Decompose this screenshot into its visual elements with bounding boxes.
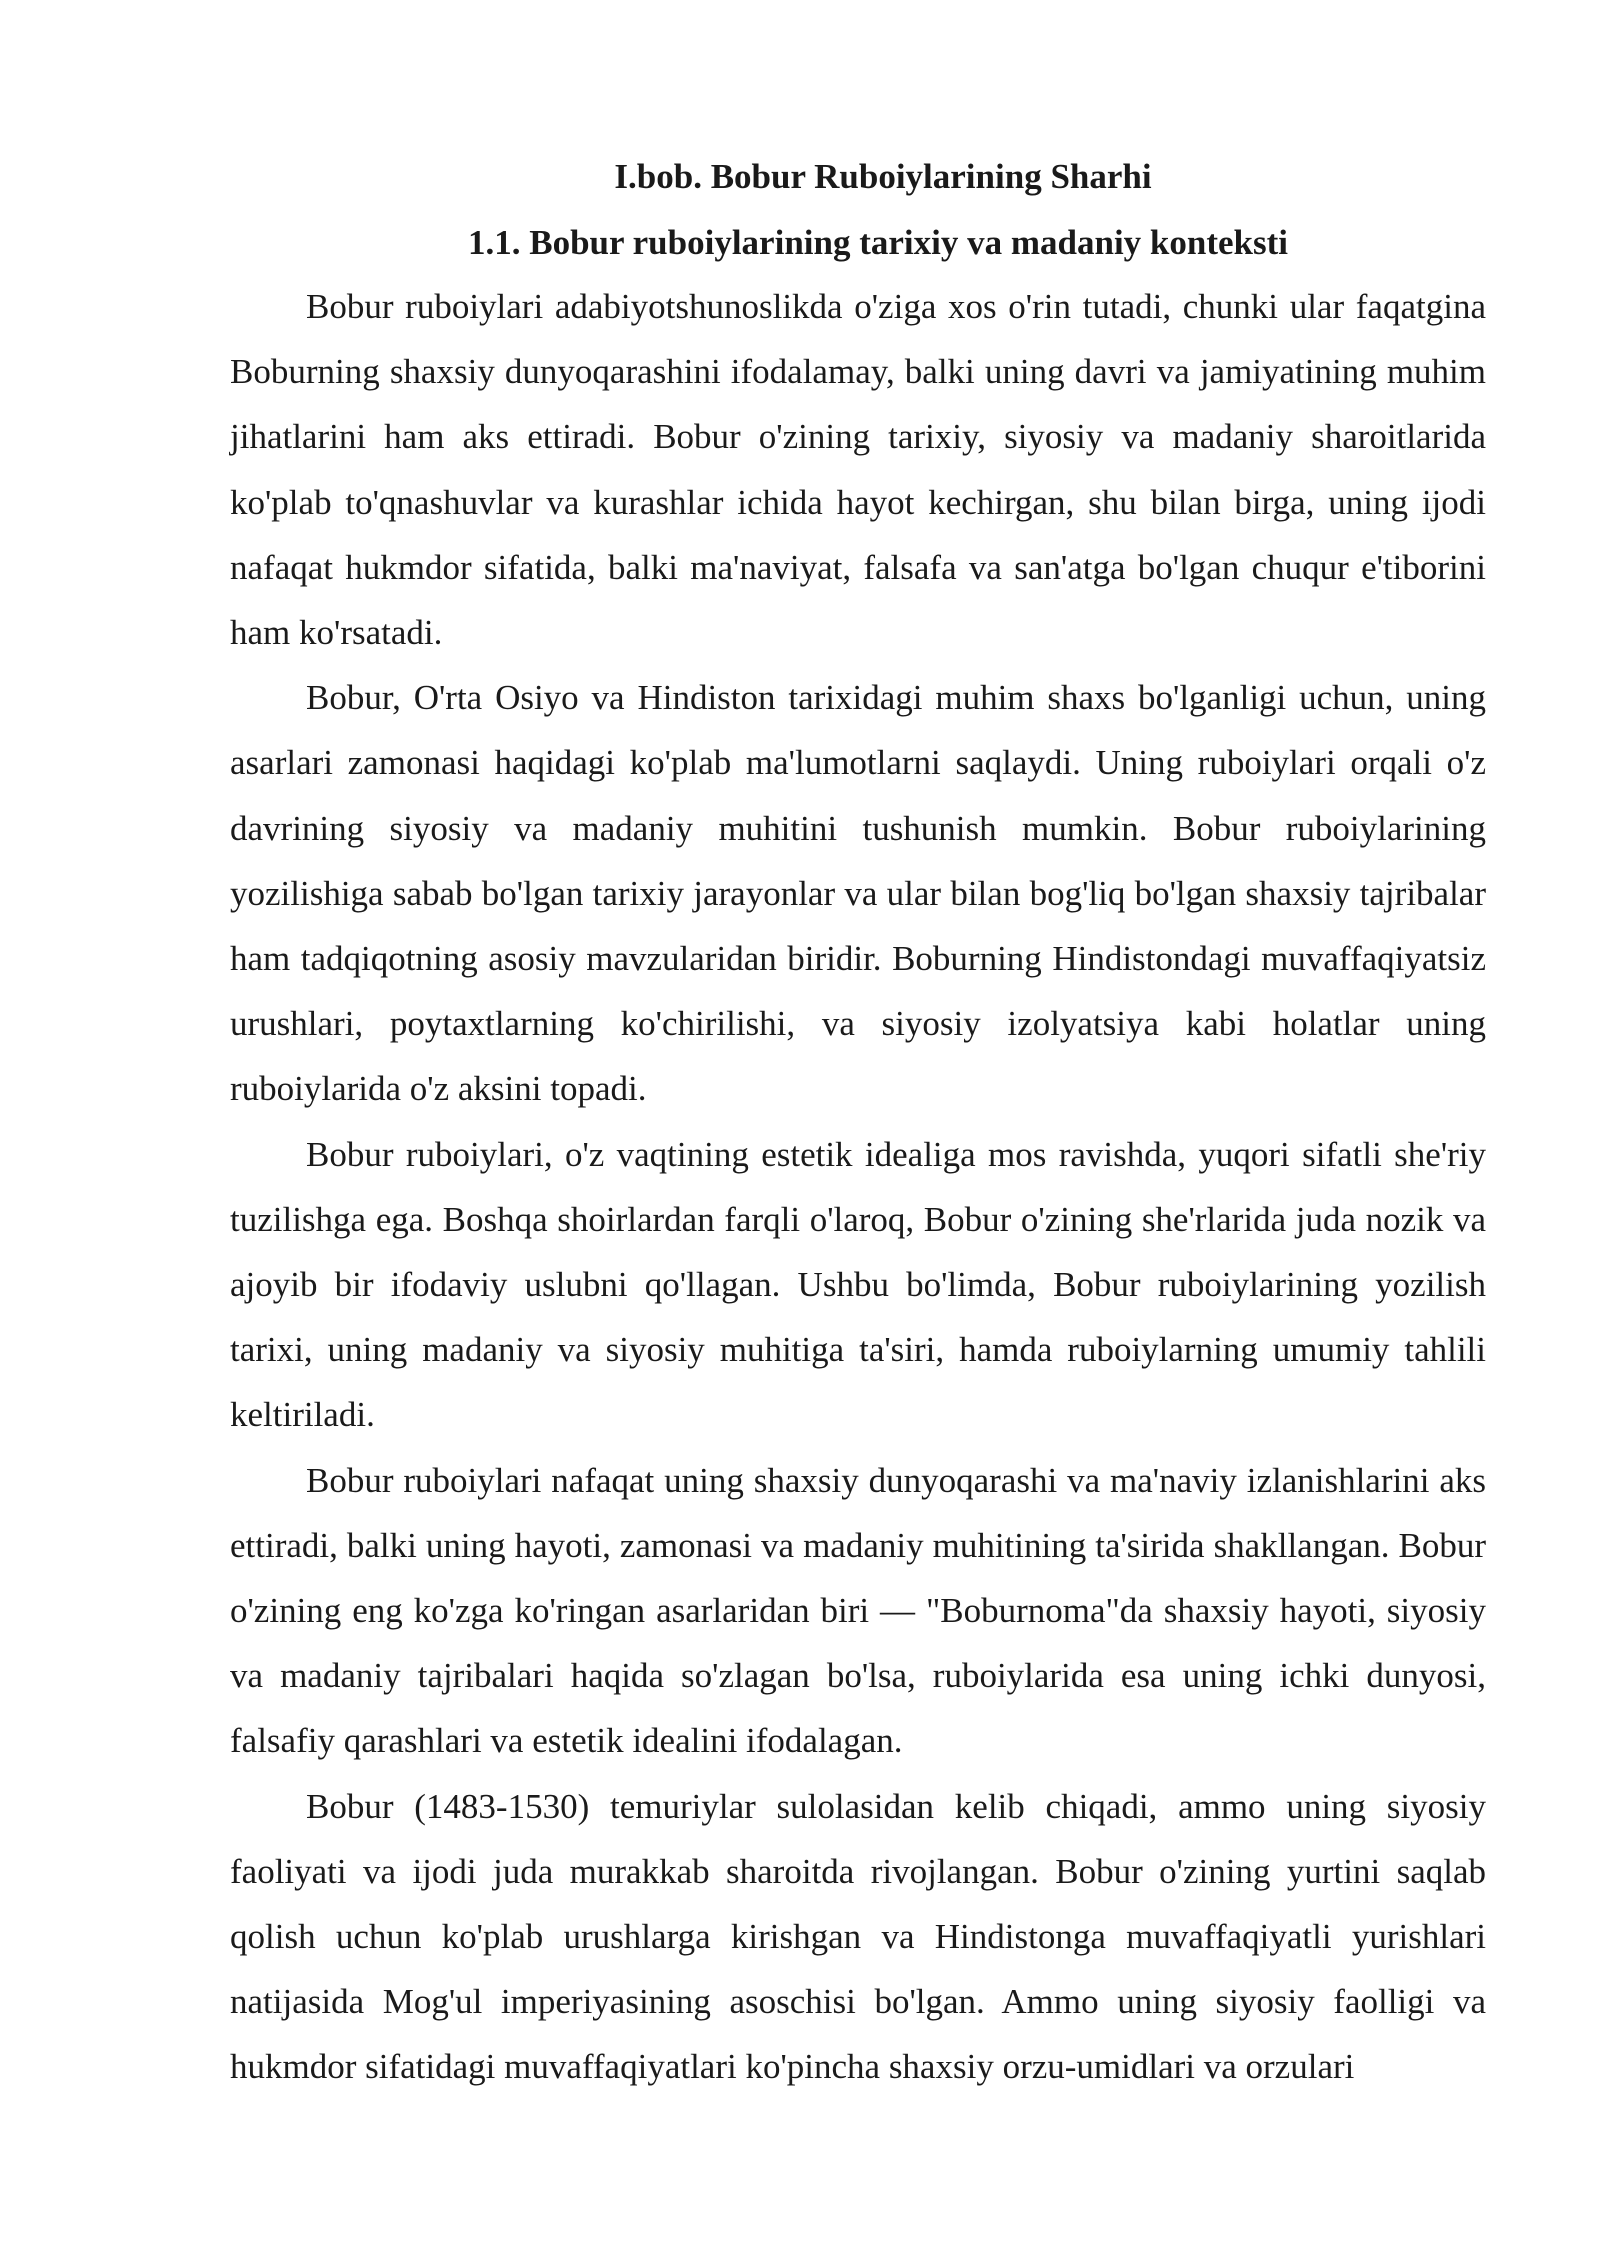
chapter-title: I.bob. Bobur Ruboiylarining Sharhi <box>614 157 1152 196</box>
paragraph: Bobur (1483-1530) temuriylar sulolasidan kelib chiqadi, ammo uning siyosiy faoliyati va ijodi juda murakkab sharoitda rivojlangan. Bobur o'zining yurtini saqlab qolish uchun ko'plab urushlarga kirishgan va Hindistonga muvaffaqiyatli yurishlari natijasida Mog'ul imperiyasining asoschisi bo'lgan. Ammo uning siyosiy faolligi va hukmdor sifatidagi muvaffaqiyatlari ko'pincha shaxsiy orzu-umidlari va orzulari <box>230 1786 1486 2087</box>
document-page <box>230 148 1486 2100</box>
paragraph: Bobur, O'rta Osiyo va Hindiston tarixidagi muhim shaxs bo'lganligi uchun, uning asarlari zamonasi haqidagi ko'plab ma'lumotlarni saqlaydi. Uning ruboiylari orqali o'z davrining siyosiy va madaniy muhitini tushunish mumkin. Bobur ruboiylarining yozilishiga sabab bo'lgan tarixiy jarayonlar va ular bilan bog'liq bo'lgan shaxsiy tajribalar ham tadqiqotning asosiy mavzularidan biridir. Boburning Hindistondagi muvaffaqiyatsiz urushlari, poytaxtlarning ko'chirilishi, va siyosiy izolyatsiya kabi holatlar uning ruboiylarida o'z aksini topadi. <box>230 678 1486 1109</box>
paragraph: Bobur ruboiylari adabiyotshunoslikda o'ziga xos o'rin tutadi, chunki ular faqatgina Boburning shaxsiy dunyoqarashini ifodalamay, balki uning davri va jamiyatining muhim jihatlarini ham aks ettiradi. Bobur o'zining tarixiy, siyosiy va madaniy sharoitlarida ko'plab to'qnashuvlar va kurashlar ichida hayot kechirgan, shu bilan birga, uning ijodi nafaqat hukmdor sifatida, balki ma'naviyat, falsafa va san'atga bo'lgan chuqur e'tiborini ham ko'rsatadi. <box>230 287 1486 653</box>
paragraph: Bobur ruboiylari nafaqat uning shaxsiy dunyoqarashi va ma'naviy izlanishlarini aks ettiradi, balki uning hayoti, zamonasi va madaniy muhitining ta'sirida shakllangan. Bobur o'zining eng ko'zga ko'ringan asarlaridan biri — "Boburnoma"da shaxsiy hayoti, siyosiy va madaniy tajribalari haqida so'zlagan bo'lsa, ruboiylarida esa uning ichki dunyosi, falsafiy qarashlari va estetik idealini ifodalagan. <box>230 1460 1486 1761</box>
section-title: 1.1. Bobur ruboiylarining tarixiy va madaniy konteksti <box>467 223 1289 262</box>
body-text <box>230 274 1486 2100</box>
paragraph: Bobur ruboiylari, o'z vaqtining estetik idealiga mos ravishda, yuqori sifatli she'riy tuzilishga ega. Boshqa shoirlardan farqli o'laroq, Bobur o'zining she'rlarida juda nozik va ajoyib bir ifodaviy uslubni qo'llagan. Ushbu bo'limda, Bobur ruboiylarining yozilish tarixi, uning madaniy va siyosiy muhitiga ta'siri, hamda ruboiylarning umumiy tahlili keltiriladi. <box>230 1134 1486 1435</box>
